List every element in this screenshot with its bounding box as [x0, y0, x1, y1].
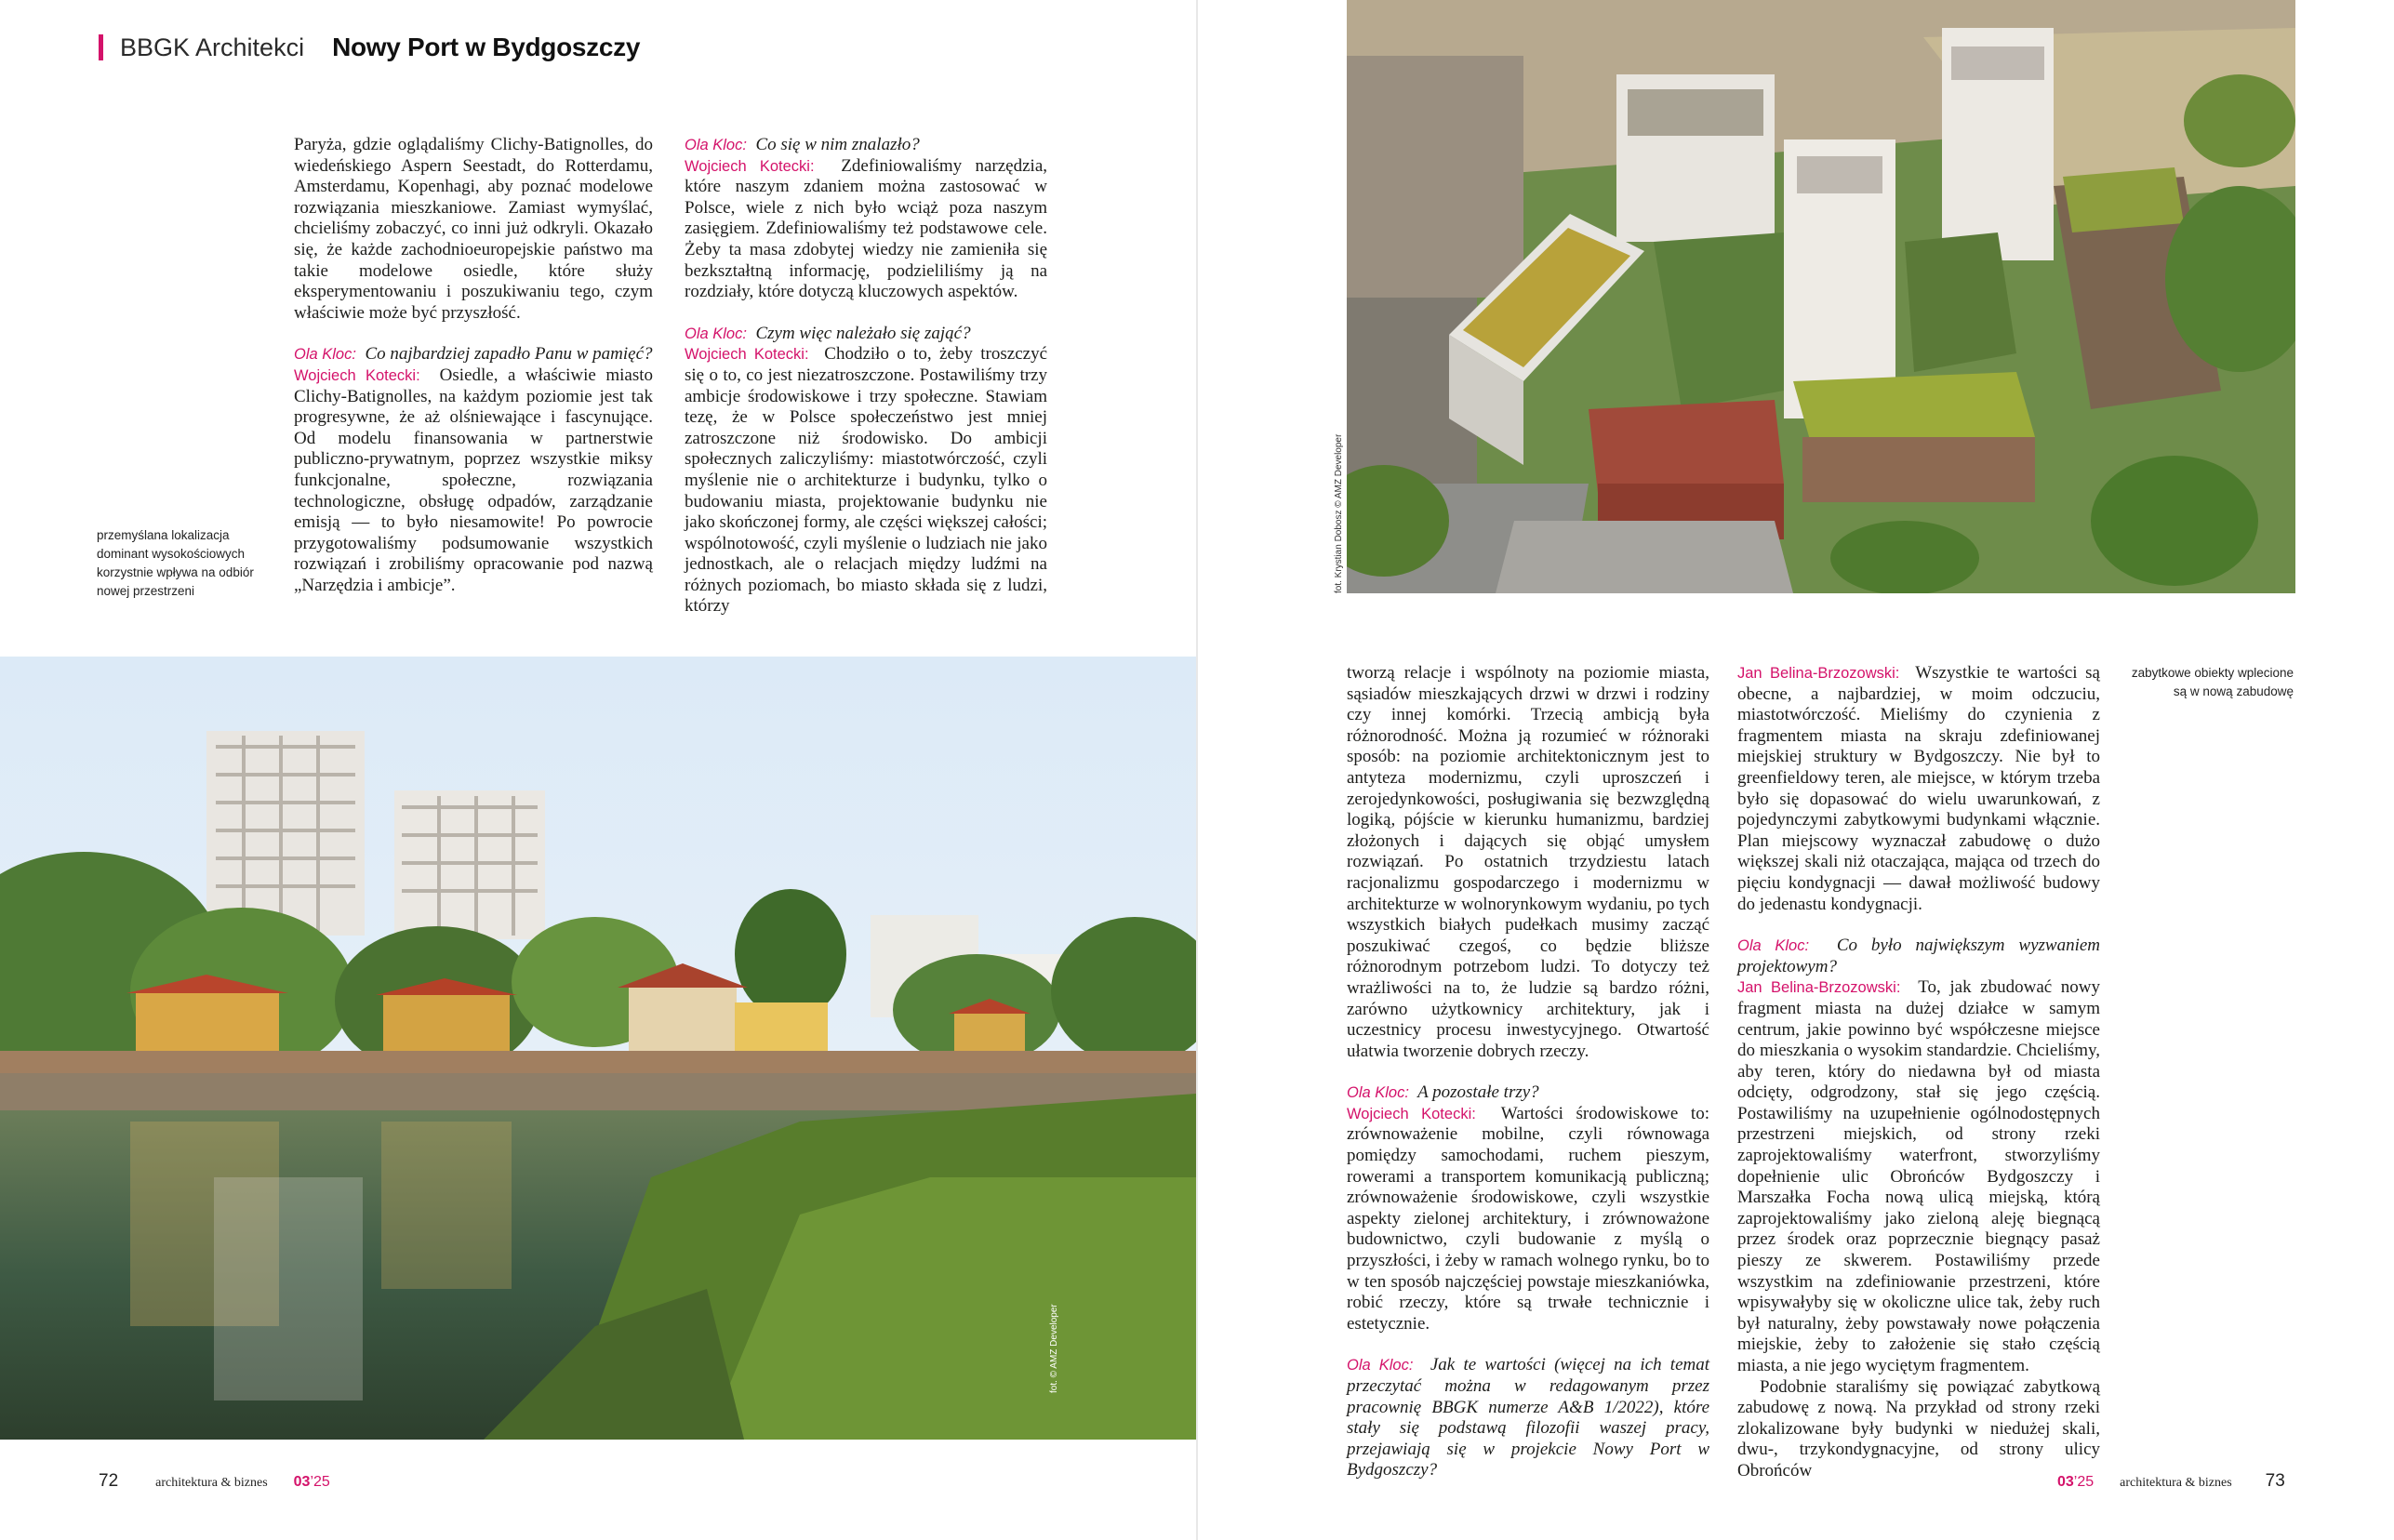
speaker-name: Ola Kloc:	[1347, 1084, 1409, 1102]
left-column-2	[685, 135, 1047, 617]
question-text: Czym więc należało się zająć?	[755, 323, 971, 343]
paragraph: Podobnie staraliśmy się powiązać zabytkową zabudowę z nową. Na przykład od strony rzeki zlokalizowane były budynki w niedużej skali, dwu-, trzykondygnacyjne, od strony ulicy Obrońców	[1737, 1376, 2100, 1480]
riverside-photo-image	[0, 657, 1196, 1440]
photo-credit: fot. © AMZ Developer	[1049, 1304, 1059, 1393]
issue-number: 03	[2057, 1474, 2074, 1490]
header-title: Nowy Port w Bydgoszczy	[332, 33, 641, 61]
question-text: Jak te wartości (więcej na ich temat przeczytać można w redagowanym przez pracownię BBGK numerze A&B 1/2022), które stały się podstawą filozofii waszej pracy, przejawiają się w projekcie Nowy Port w Bydgoszczy?	[1347, 1355, 1710, 1480]
answer	[294, 365, 653, 597]
answer-text: Zdefiniowaliśmy narzędzia, które naszym zdaniem można zastosować w Polsce, wiele z nich było wciąż poza naszym zasięgiem. Zdefiniowaliśmy też podstawowe cele. Żeby ta masa zdobytej wiedzy nie zamieniła się bezkształtną informację, podzieliliśmy ją na rozdziały, które dotyczą kluczowych aspektów.	[685, 155, 1047, 302]
speaker-name: Wojciech Kotecki:	[685, 157, 815, 175]
answer-text: Wartości środowiskowe to: zrównoważenie mobilne, czyli równowaga pomiędzy samochodami, ruchem pieszym, rowerami a transportem komunikacją publiczną; zrównoważenie środowiskowe, czyli wszystkie aspekty zielonej architektury, i zrównoważone budownictwo, czyli budowanie z myślą o przyszłości, i żeby w ramach wolnego rynku, bo to w ten sposób najczęściej powstaje mieszkaniówka, robić rzeczy, które są trwałe technicznie i estetycznie.	[1347, 1103, 1709, 1334]
answer	[1737, 977, 2100, 1376]
left-column-1	[294, 135, 653, 596]
right-column-2	[1737, 663, 2100, 1482]
answer	[1737, 663, 2100, 915]
folio-right	[2057, 1471, 2285, 1492]
speaker-name: Wojciech Kotecki:	[1347, 1105, 1476, 1122]
header-accent-bar	[99, 34, 103, 60]
page-number: 73	[2265, 1471, 2285, 1491]
question-text: Co się w nim znalazło?	[755, 135, 920, 154]
paragraph: tworzą relacje i wspólnoty na poziomie miasta, sąsiadów mieszkających drzwi w drzwi i rodziny czy innej komórki. Trzecią ambicją była różnorodność. Można ją rozumieć w różnoraki sposób: na poziomie architektonicznym jest to antyteza modernizmu, czyli uproszczeń i zerojedynkowości, posługiwania się bezwzględną logiką, pójście w kierunku humanizmu, bardziej złożonych i dających się objąć umysłem rozwiązań. Po ostatnich trzydziestu latach racjonalizmu gospodarczego i modernizmu w architekturze w wolnorynkowym wydaniu, po tych wszystkich białych pudełkach musimy zacząć poszukiwać czegoś, co będzie bliższe różnorodnym potrzebom ludzi. To dotyczy też wrażliwości na to, że ludzie są bardzo różni, zarówno użytkownicy architektury, jak i uczestnicy procesu inwestycyjnego. Otwartość ułatwia tworzenie dobrych rzeczy.	[1347, 663, 1709, 1061]
magazine-name: architektura & biznes	[2120, 1476, 2232, 1490]
issue-year: ’25	[310, 1474, 330, 1490]
answer-text: To, jak zbudować nowy fragment miasta na dużej działce w samym centrum, jakie powinno być współczesne miejsce do mieszkania o wysokim standardzie. Chcieliśmy, aby teren, który do niedawna był od miasta odcięty, odgrodzony, stał się jego częścią. Postawiliśmy na uzupełnienie ogólnodostępnych przestrzeni miejskich, od strony rzeki zaprojektowaliśmy waterfront, stworzyliśmy dopełnienie ulic Obrońców Bydgoszczy i Marszałka Focha nową ulicą miejską, którą zaprojektowaliśmy jako zieloną aleję biegnącą przez środek oraz poprzecznie biegnący pasaż pieszy ze skwerem. Postawiliśmy przede wszystkim na zdefiniowanie przestrzeni, które wpisywałyby się w okoliczne ulice tak, żeby ruch był naturalny, żeby powstawały nowe połączenia miejskie, żeby to założenie się stało częścią miasta, a nie jego wyciętym fragmentem.	[1737, 977, 2100, 1375]
question	[294, 344, 653, 365]
photo-caption: przemyślana lokalizacja dominant wysokościowych korzystnie wpływa na odbiór nowej przestrzeni	[97, 528, 254, 598]
question	[1347, 1355, 1709, 1481]
right-page	[1198, 0, 2394, 1540]
speaker-name: Wojciech Kotecki:	[294, 366, 420, 384]
issue-number: 03	[293, 1474, 311, 1490]
aerial-photo-image	[1347, 0, 2295, 593]
issue-year: ’25	[2073, 1474, 2095, 1490]
speaker-name: Jan Belina-Brzozowski:	[1737, 665, 1900, 682]
answer-text: Chodziło o to, żeby troszczyć się o to, co jest niezatroszczone. Postawiliśmy trzy ambicje środowiskowe i trzy społeczne. Stawiam tezę, że w Polsce społeczeństwo jest mniej zatroszczone niż środowisko. Do ambicji społecznych zaliczyliśmy: miastotwórczość, czyli myślenie nie o architekturze i budynku, tylko o budowaniu miasta, projektowanie budynku nie jako skończonej formy, ale części większej całości; wspólnotowość, czyli myślenie o ludziach nie jako jednostkach, ale o relacjach między ludźmi na różnych poziomach, bo miasto składa się z ludzi, którzy	[685, 344, 1048, 617]
right-column-1	[1347, 663, 1709, 1481]
speaker-name: Ola Kloc:	[294, 346, 356, 364]
speaker-name: Wojciech Kotecki:	[685, 346, 809, 364]
page-number: 72	[99, 1471, 119, 1491]
photo-credit: fot. Krystian Dobosz © AMZ Developer	[1334, 433, 1344, 593]
speaker-name: Ola Kloc:	[685, 137, 747, 153]
running-header	[99, 32, 640, 63]
answer	[685, 344, 1047, 617]
riverside-photo	[0, 657, 1196, 1440]
speaker-name: Jan Belina-Brzozowski:	[1737, 979, 1901, 997]
folio-left	[99, 1471, 330, 1492]
question-text: Co najbardziej zapadło Panu w pamięć?	[365, 344, 653, 365]
answer-text: Wszystkie te wartości są obecne, a najbardziej, w moim odczuciu, miastotwórczość. Mieliśmy do czynienia z fragmentem miasta na skraju zdefiniowanej miejskiej struktury w Bydgoszczy. Nie był to greenfieldowy teren, ale miejsce, w którym trzeba było się dopasować do wielu uwarunkowań, z pojedynczymi zabytkowymi budynkami włącznie. Plan miejscowy wyznaczał zabudowę o dużo większej skali niż otaczająca, mająca od trzech do pięciu kondygnacji — dawał możliwość budowy do jedenastu kondygnacji.	[1737, 663, 2100, 914]
magazine-name: architektura & biznes	[155, 1476, 268, 1490]
header-section: BBGK Architekci	[120, 33, 305, 61]
paragraph: Paryża, gdzie oglądaliśmy Clichy-Batignolles, do wiedeńskiego Aspern Seestadt, do Rotterdamu, Amsterdamu, Kopenhagi, aby poznać modelowe rozwiązania mieszkaniowe. Zamiast wymyślać, chcieliśmy zobaczyć, co inni już odkryli. Okazało się, że każde zachodnioeuropejskie państwo ma takie modelowe osiedle, które służy eksperymentowaniu i poszukiwaniu tego, czym właściwie może być przyszłość.	[294, 135, 653, 323]
question	[685, 324, 1047, 345]
speaker-name: Ola Kloc:	[1737, 937, 1810, 955]
question	[685, 135, 1047, 156]
left-page	[0, 0, 1196, 1540]
answer-text: Osiedle, a właściwie miasto Clichy-Batignolles, na każdym poziomie jest tak progresywne, że aż olśniewające i fascynujące. Od modelu finansowania w partnerstwie publiczno-prywatnym, poprzez wszystkie miksy funkcjonalne, społeczne, rozwiązania technologiczne, obsługę odpadów, zarządzanie emisją — to było niesamowite! Po powrocie przygotowaliśmy podsumowanie wszystkich rozwiązań i zrobiliśmy opracowanie pod nazwą „Narzędzia i ambicje”.	[294, 365, 654, 595]
question	[1347, 1082, 1709, 1104]
question	[1737, 936, 2100, 977]
answer	[1347, 1104, 1709, 1335]
speaker-name: Ola Kloc:	[1347, 1357, 1414, 1374]
question-text: A pozostałe trzy?	[1417, 1082, 1539, 1103]
speaker-name: Ola Kloc:	[685, 325, 747, 342]
question-text: Co było największym wyzwaniem projektowym?	[1737, 936, 2101, 976]
aerial-photo	[1347, 0, 2295, 593]
answer	[685, 156, 1047, 303]
photo-caption: zabytkowe obiekty wplecione są w nową zabudowę	[2131, 666, 2294, 698]
